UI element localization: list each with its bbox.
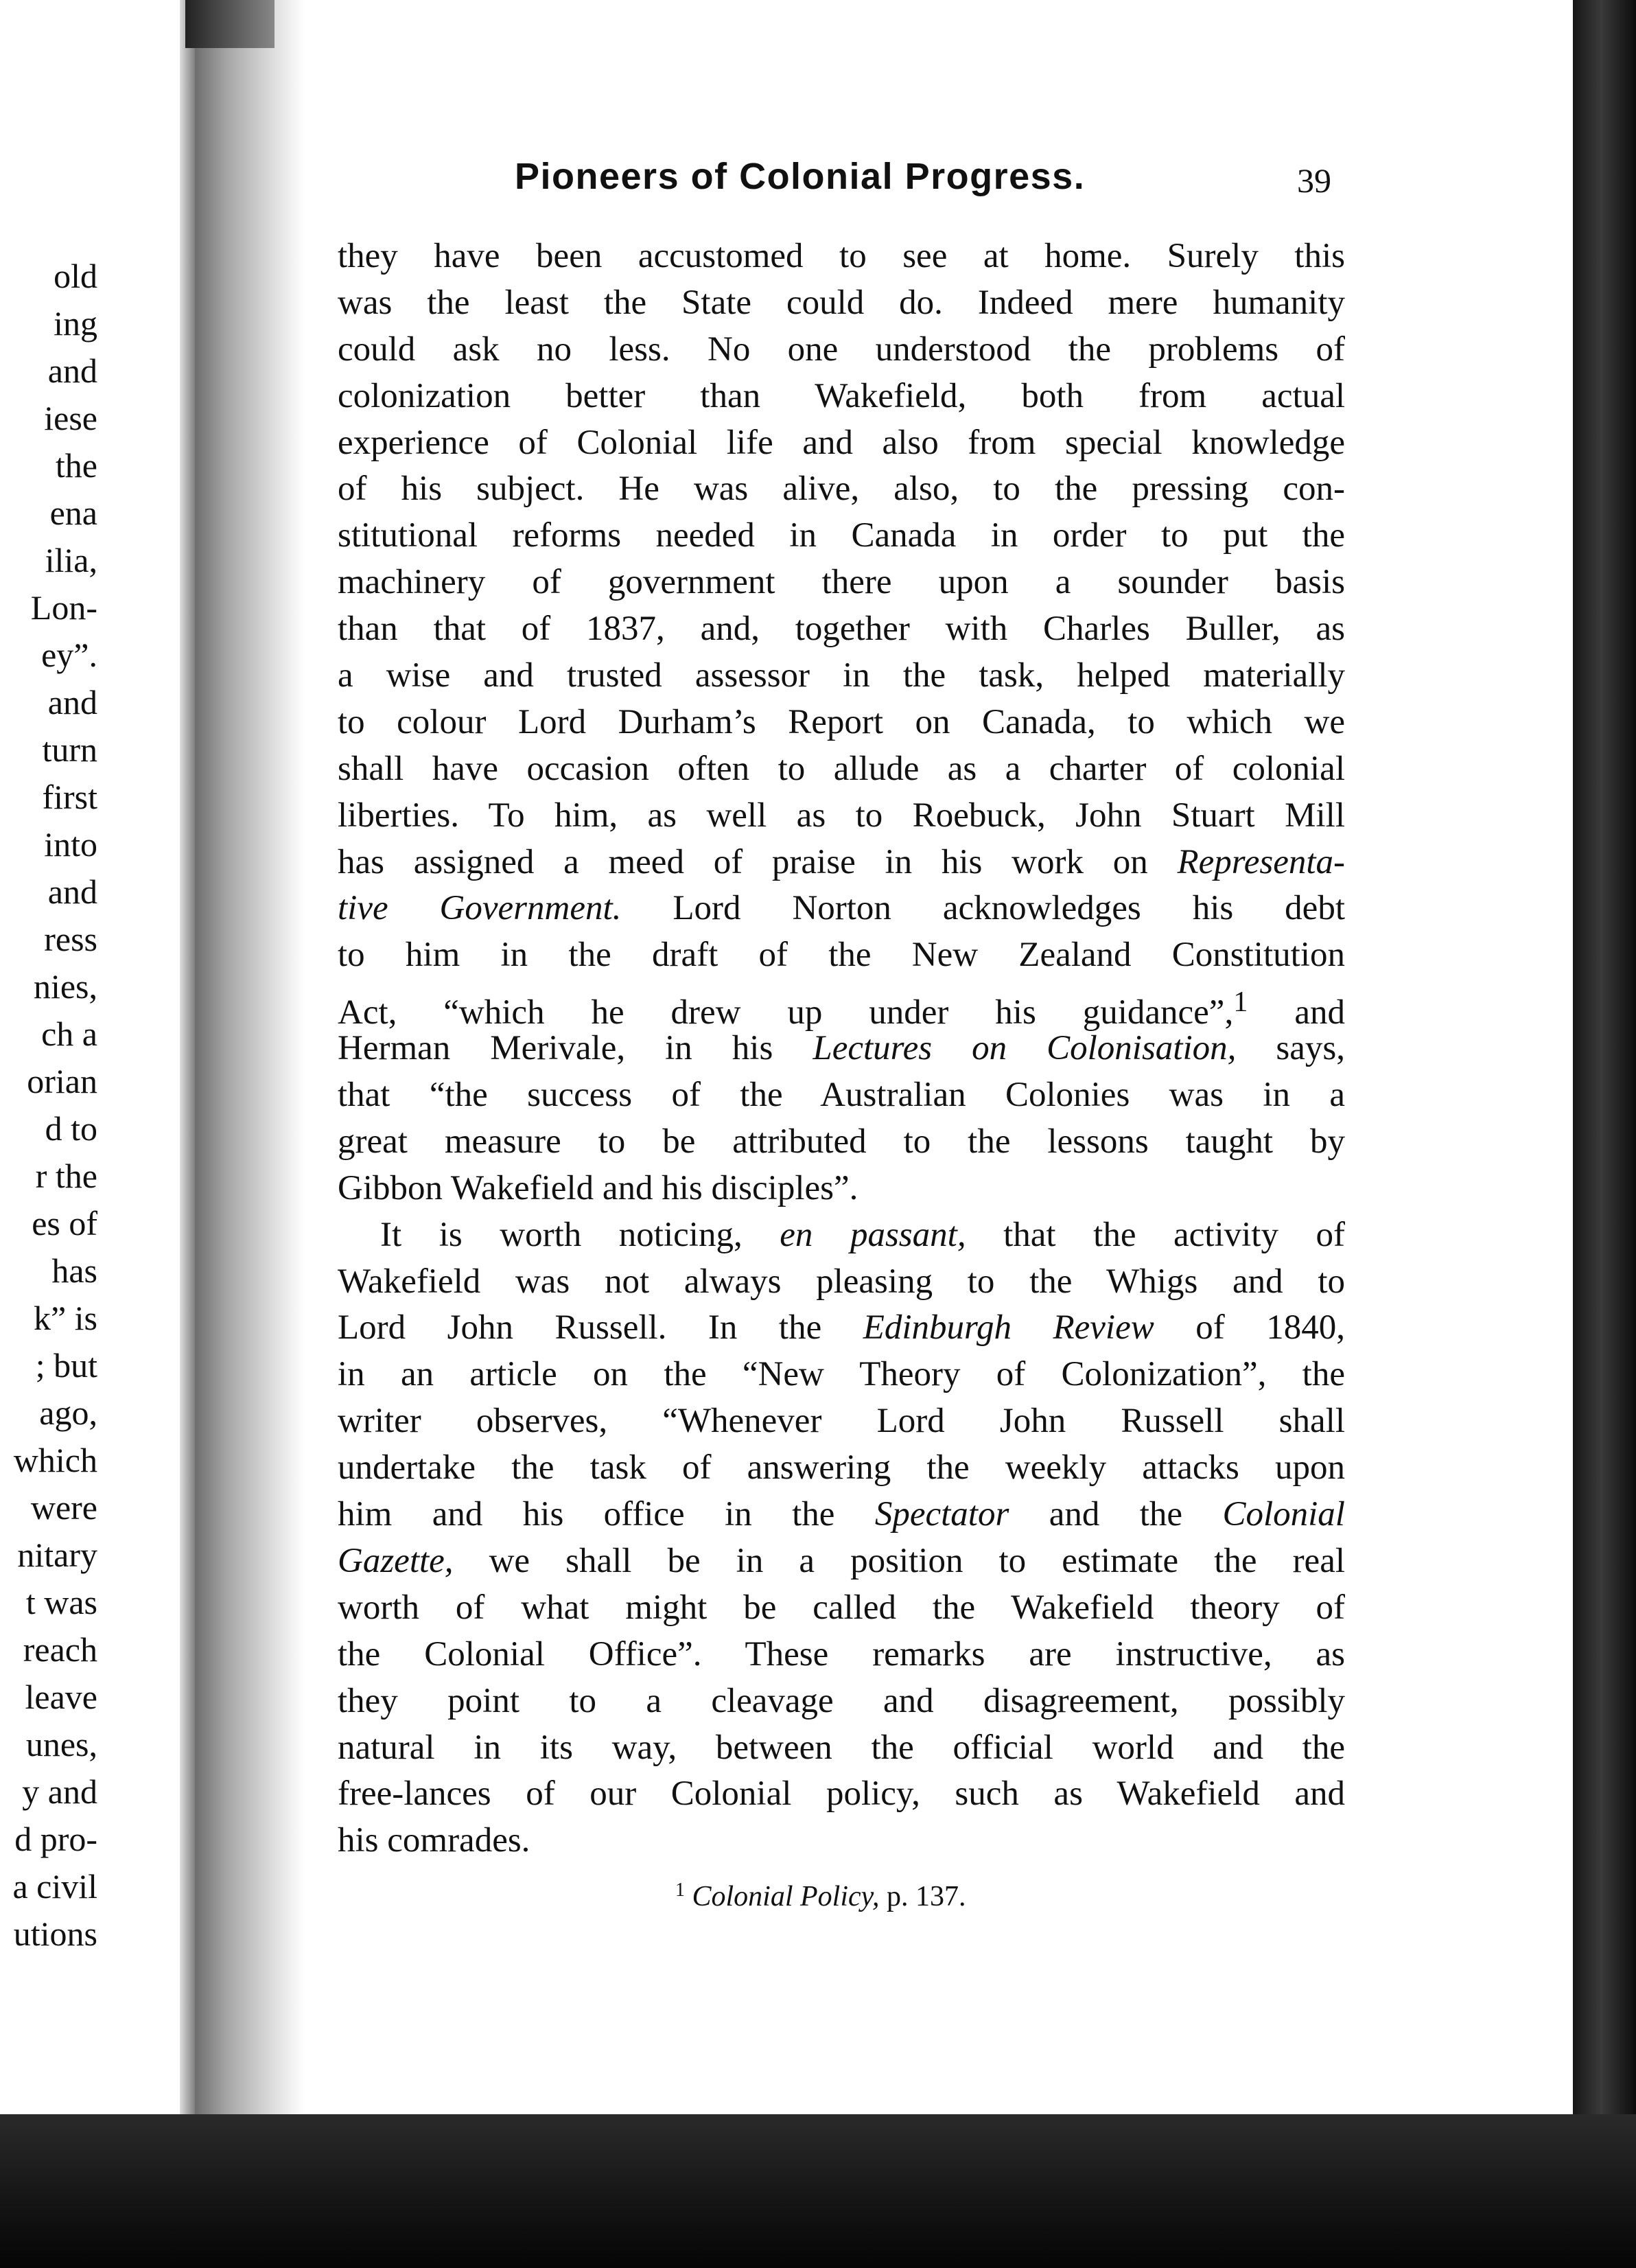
facing-line: utions	[13, 1914, 97, 1953]
text-line: that “the success of the Australian Colonies was in a	[338, 1076, 1345, 1115]
text-segment: Lord Norton acknowledges his debt	[621, 889, 1345, 928]
text-segment: him and his office in the	[338, 1495, 875, 1534]
italic-title: Edinburgh Review	[863, 1308, 1154, 1347]
text-line	[338, 979, 1345, 1032]
facing-line: into	[44, 825, 97, 864]
facing-line: nitary	[17, 1536, 97, 1574]
text-line: of his subject. He was alive, also, to the pressing con-	[338, 470, 1345, 509]
facing-line: the	[55, 446, 97, 485]
text-line	[338, 1538, 1345, 1585]
text-line	[338, 1026, 1345, 1072]
italic-title: Spectator	[874, 1495, 1009, 1534]
footnote-reference: 1	[1233, 986, 1248, 1019]
gutter-top-shadow	[185, 0, 274, 48]
text-line	[338, 1305, 1345, 1352]
text-line: writer observes, “Whenever Lord John Russell shall	[338, 1402, 1345, 1441]
italic-title: Lectures on Colonisation,	[813, 1029, 1237, 1068]
facing-line: and	[47, 683, 97, 721]
text-segment: Lord John Russell. In the	[338, 1308, 863, 1347]
facing-line: ; but	[35, 1346, 97, 1385]
footnote-page: p. 137.	[879, 1881, 966, 1912]
facing-line: first	[42, 778, 97, 816]
text-segment: has assigned a meed of praise in his work on	[338, 842, 1178, 881]
facing-page-edge-shadow	[180, 0, 196, 2114]
scan-bottom-edge	[0, 2114, 1636, 2268]
text-line: they have been accustomed to see at home. Surely this	[338, 237, 1345, 275]
text-line: colonization better than Wakefield, both from actual	[338, 376, 1345, 415]
italic-title: Gazette,	[338, 1541, 454, 1580]
footnote	[675, 1879, 966, 1913]
text-line: could ask no less. No one understood the problems of	[338, 329, 1345, 369]
text-segment: of 1840,	[1154, 1308, 1345, 1347]
text-line: experience of Colonial life and also from special knowledge	[338, 423, 1345, 462]
facing-page	[0, 0, 194, 2114]
facing-line: es of	[32, 1204, 97, 1242]
facing-line: ago,	[39, 1393, 97, 1432]
facing-page-text	[12, 253, 97, 1958]
text-segment: and	[1248, 993, 1345, 1032]
text-line: a wise and trusted assessor in the task, helped materially	[338, 656, 1345, 695]
text-line: they point to a cleavage and disagreement, possibly	[338, 1681, 1345, 1720]
text-line: worth of what might be called the Wakefield theory of	[338, 1588, 1345, 1627]
running-head: Pioneers of Colonial Progress.	[515, 156, 1086, 197]
facing-line: ing	[54, 304, 97, 343]
facing-line: t was	[25, 1583, 97, 1621]
text-line: shall have occasion often to allude as a charter of colonial	[338, 749, 1345, 788]
body-text	[338, 233, 1345, 1864]
facing-line: reach	[23, 1630, 97, 1669]
text-line: natural in its way, between the official world and the	[338, 1728, 1345, 1767]
text-line: to colour Lord Durham’s Report on Canada, to which we	[338, 702, 1345, 741]
text-segment: Herman Merivale, in his	[338, 1029, 813, 1068]
text-segment: It is worth noticing,	[380, 1215, 780, 1254]
text-line: machinery of government there upon a sounder basis	[338, 563, 1345, 602]
facing-line: r the	[35, 1157, 97, 1195]
facing-line: d to	[45, 1109, 97, 1148]
text-line: in an article on the “New Theory of Colonization”, the	[338, 1355, 1345, 1394]
facing-line: nies,	[33, 967, 97, 1006]
italic-title: tive Government.	[338, 889, 622, 928]
facing-line: which	[13, 1441, 97, 1479]
text-line	[338, 886, 1345, 932]
facing-line: old	[54, 257, 97, 295]
facing-line: orian	[27, 1062, 97, 1100]
text-line: his comrades.	[338, 1821, 530, 1860]
facing-line: has	[51, 1251, 97, 1290]
facing-line: leave	[25, 1678, 97, 1716]
text-line: Gibbon Wakefield and his disciples”.	[338, 1168, 858, 1207]
text-line: to him in the draft of the New Zealand Constitution	[338, 936, 1345, 975]
footnote-source: Colonial Policy,	[692, 1881, 880, 1912]
italic-title: Representa-	[1177, 842, 1345, 881]
text-segment: and the	[1009, 1495, 1223, 1534]
text-line: Wakefield was not always pleasing to the Whigs and to	[338, 1262, 1345, 1301]
text-line: free-lances of our Colonial policy, such as Wakefield and	[338, 1774, 1345, 1814]
text-line: stitutional reforms needed in Canada in order to put the	[338, 516, 1345, 555]
facing-line: ey”.	[41, 636, 97, 674]
text-segment: says,	[1236, 1029, 1345, 1068]
footnote-marker: 1	[675, 1879, 685, 1901]
facing-line: y and	[22, 1772, 97, 1811]
facing-line: ch a	[41, 1015, 97, 1053]
text-line	[338, 840, 1345, 886]
book-edge-dark	[1573, 0, 1636, 2268]
text-line	[338, 1212, 1345, 1259]
page-number: 39	[1297, 161, 1331, 200]
text-segment: Act, “which he drew up under his guidance”,	[338, 993, 1234, 1032]
facing-line: turn	[42, 730, 97, 769]
facing-line: d pro-	[14, 1820, 97, 1858]
facing-line: a civil	[12, 1867, 97, 1906]
text-line: than that of 1837, and, together with Charles Buller, as	[338, 610, 1345, 649]
facing-line: k” is	[33, 1299, 97, 1337]
text-segment: that the activity of	[966, 1215, 1346, 1254]
italic-phrase: en passant,	[780, 1215, 966, 1254]
text-segment: we shall be in a position to estimate the real	[453, 1541, 1345, 1580]
text-line: liberties. To him, as well as to Roebuck, John Stuart Mill	[338, 796, 1345, 835]
facing-line: ena	[49, 494, 97, 532]
facing-line: were	[30, 1488, 97, 1527]
text-line	[338, 1492, 1345, 1538]
text-line: was the least the State could do. Indeed mere humanity	[338, 283, 1345, 322]
facing-line: ilia,	[45, 541, 97, 579]
italic-title: Colonial	[1222, 1495, 1345, 1534]
text-line: great measure to be attributed to the lessons taught by	[338, 1122, 1345, 1161]
facing-line: and	[47, 351, 97, 390]
facing-line: and	[47, 872, 97, 911]
facing-line: ress	[44, 920, 97, 958]
text-line: undertake the task of answering the weekly attacks upon	[338, 1448, 1345, 1488]
facing-line: Lon-	[30, 588, 97, 627]
page-gutter-shadow	[195, 0, 305, 2114]
facing-line: unes,	[25, 1725, 97, 1763]
facing-line: iese	[44, 399, 97, 437]
text-line: the Colonial Office”. These remarks are instructive, as	[338, 1634, 1345, 1674]
